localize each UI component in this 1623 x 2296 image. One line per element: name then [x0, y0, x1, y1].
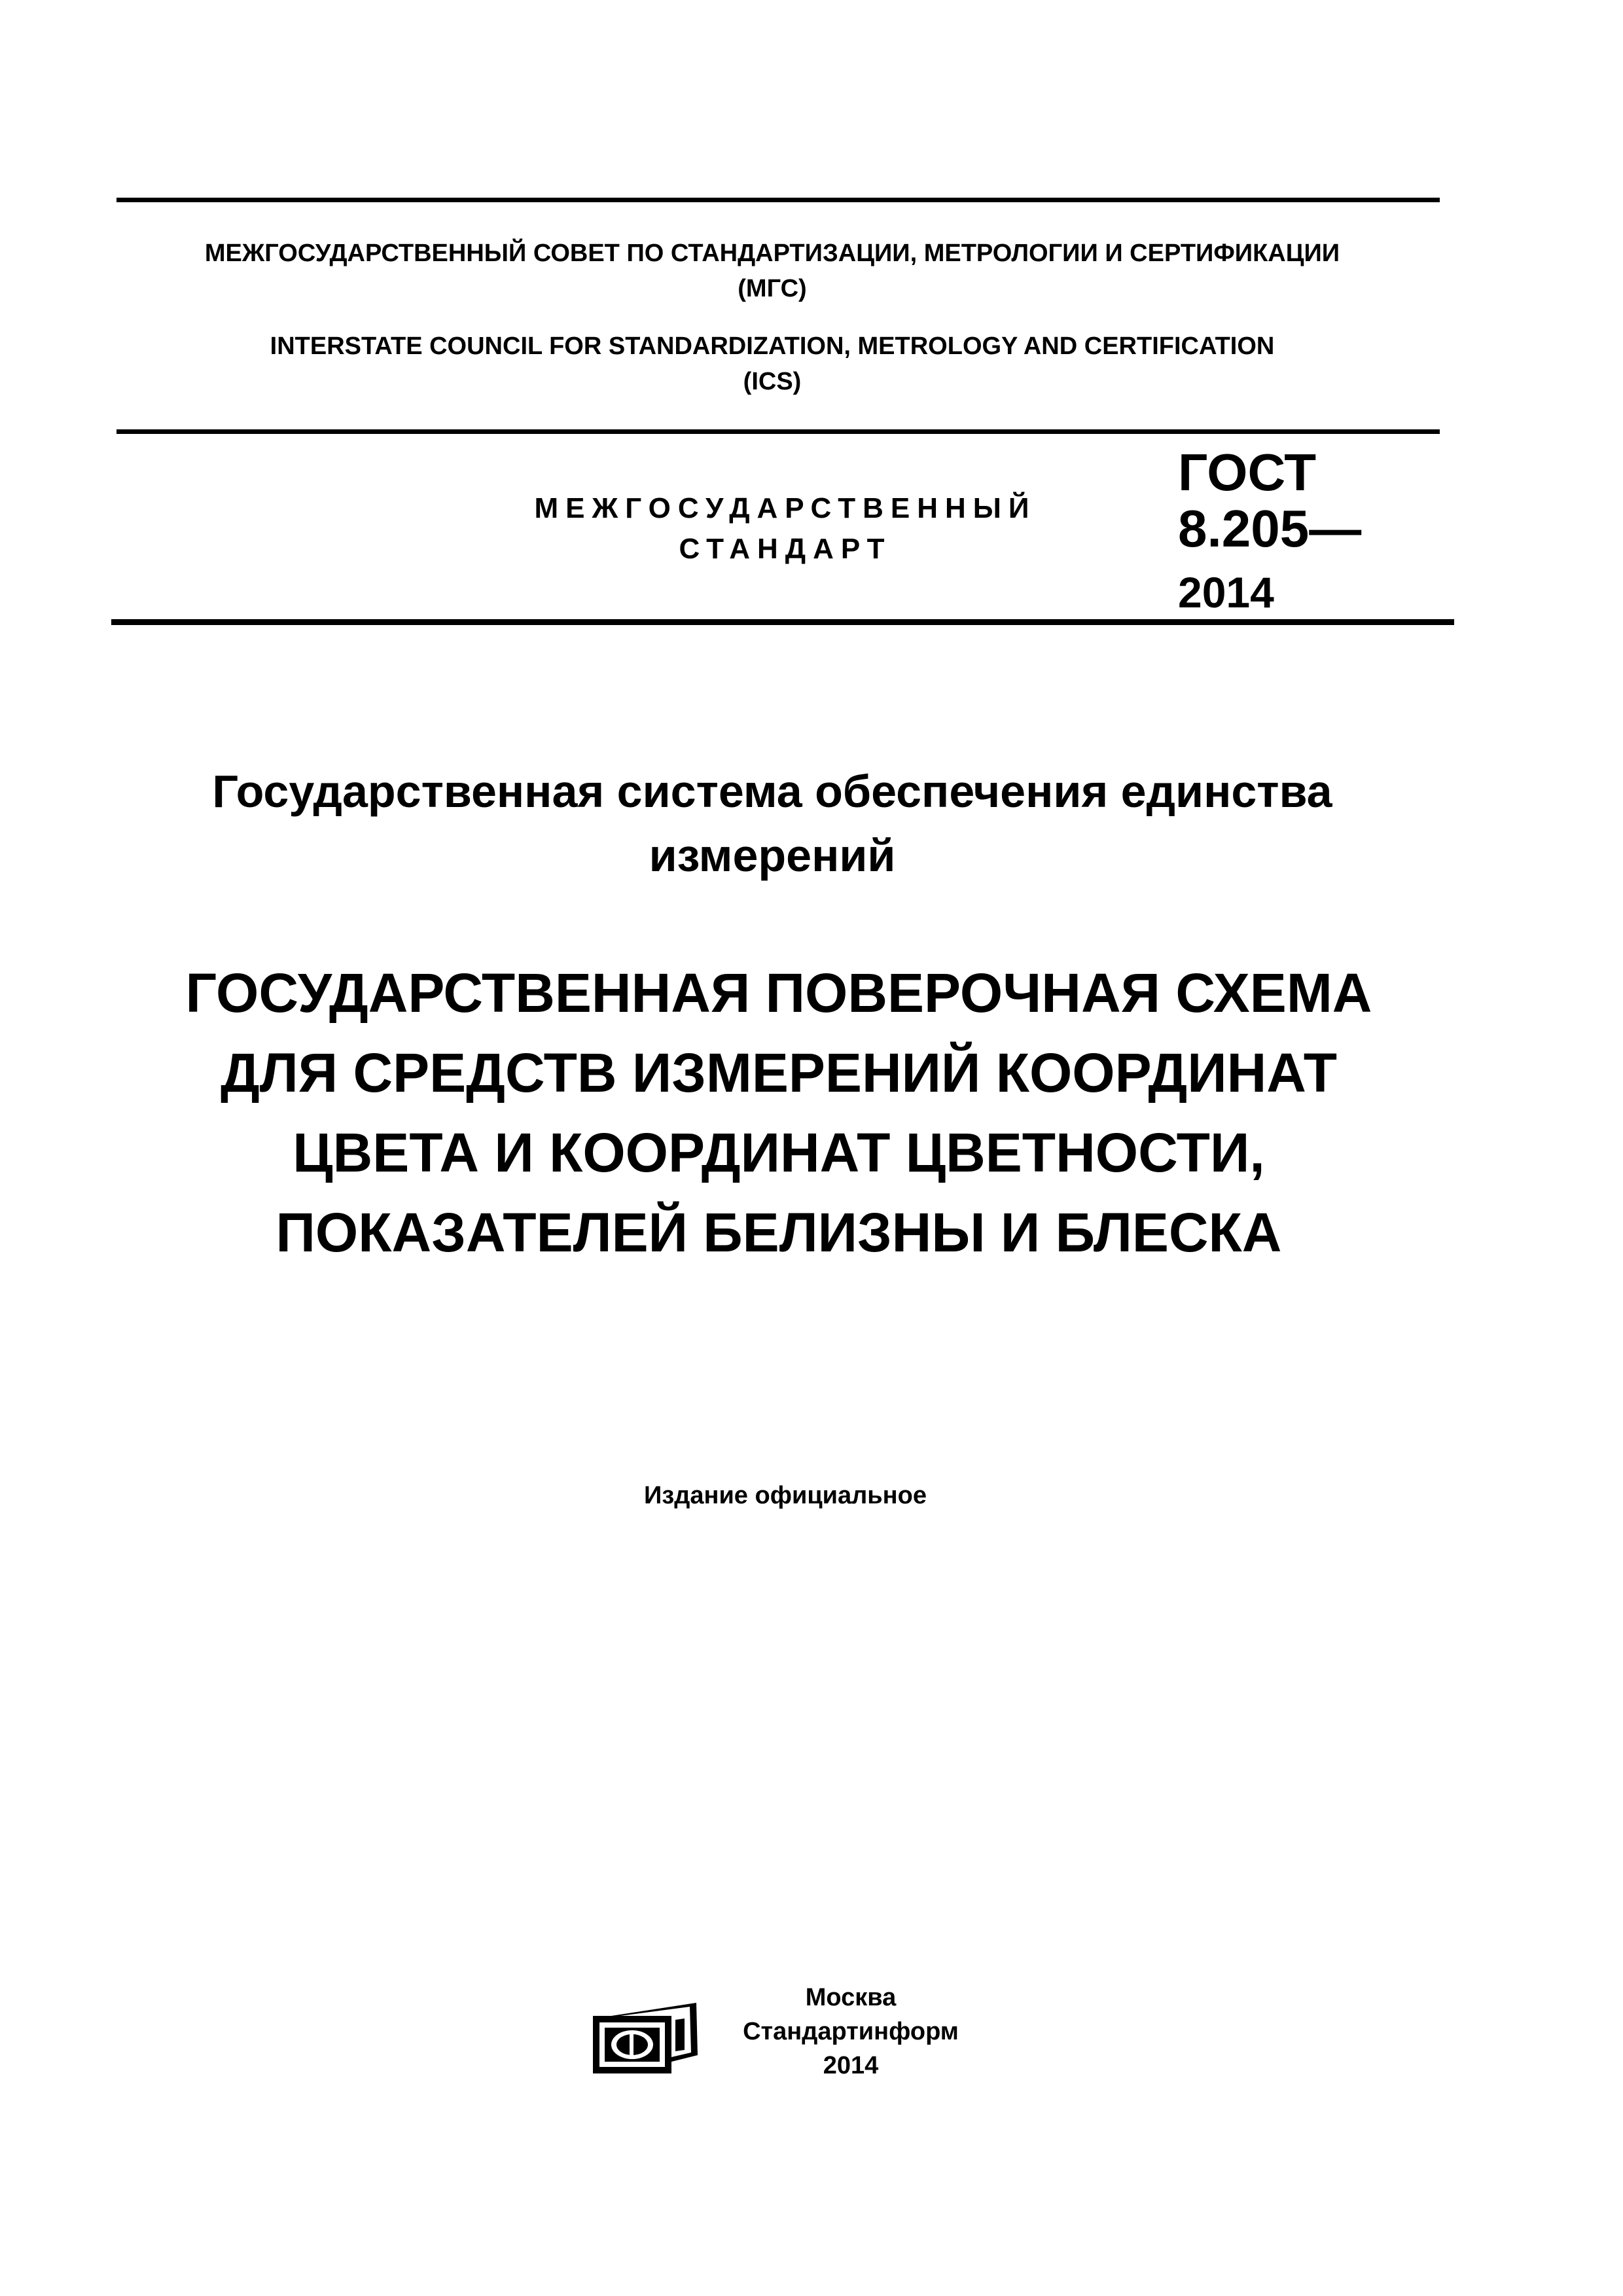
gost-designation-line1: ГОСТ: [1178, 443, 1317, 501]
gost-designation-line2: 8.205—: [1178, 499, 1362, 558]
publisher-year: 2014: [823, 2052, 879, 2079]
edition-note: Издание официальное: [644, 1482, 927, 1509]
document-series-line2: измерений: [649, 830, 896, 881]
document-title-line1: ГОСУДАРСТВЕННАЯ ПОВЕРОЧНАЯ СХЕМА: [185, 962, 1372, 1024]
standard-bottom-rule: [111, 619, 1454, 625]
document-title: [118, 953, 1440, 1272]
document-series: [118, 759, 1427, 888]
council-name-ru-line1: МЕЖГОСУДАРСТВЕННЫЙ СОВЕТ ПО СТАНДАРТИЗАЦИИ, МЕТРОЛОГИИ И СЕРТИФИКАЦИИ: [204, 240, 1340, 267]
standard-label-line2: СТАНДАРТ: [679, 533, 892, 565]
document-title-line4: ПОКАЗАТЕЛЕЙ БЕЛИЗНЫ И БЛЕСКА: [276, 1202, 1282, 1263]
document-title-line2: ДЛЯ СРЕДСТВ ИЗМЕРЕНИЙ КООРДИНАТ: [220, 1042, 1338, 1103]
standartinform-logo-icon: [592, 1990, 703, 2075]
council-abbr-ru: (МГС): [738, 275, 807, 302]
council-name-ru: [118, 236, 1427, 306]
document-series-line1: Государственная система обеспечения единства: [212, 766, 1332, 817]
publisher-info: [720, 1981, 982, 2083]
gost-designation-year: 2014: [1178, 568, 1274, 617]
publisher-city: Москва: [805, 1984, 897, 2011]
standard-label: [458, 488, 1113, 569]
council-name-en-line1: INTERSTATE COUNCIL FOR STANDARDIZATION, METROLOGY AND CERTIFICATION: [270, 332, 1275, 360]
council-abbr-en: (ICS): [743, 368, 802, 395]
document-title-line3: ЦВЕТА И КООРДИНАТ ЦВЕТНОСТИ,: [293, 1122, 1265, 1183]
publisher-name: Стандартинформ: [743, 2018, 959, 2045]
council-name-en: [118, 329, 1427, 399]
top-rule: [116, 198, 1440, 202]
standard-label-line1: МЕЖГОСУДАРСТВЕННЫЙ: [534, 492, 1037, 524]
